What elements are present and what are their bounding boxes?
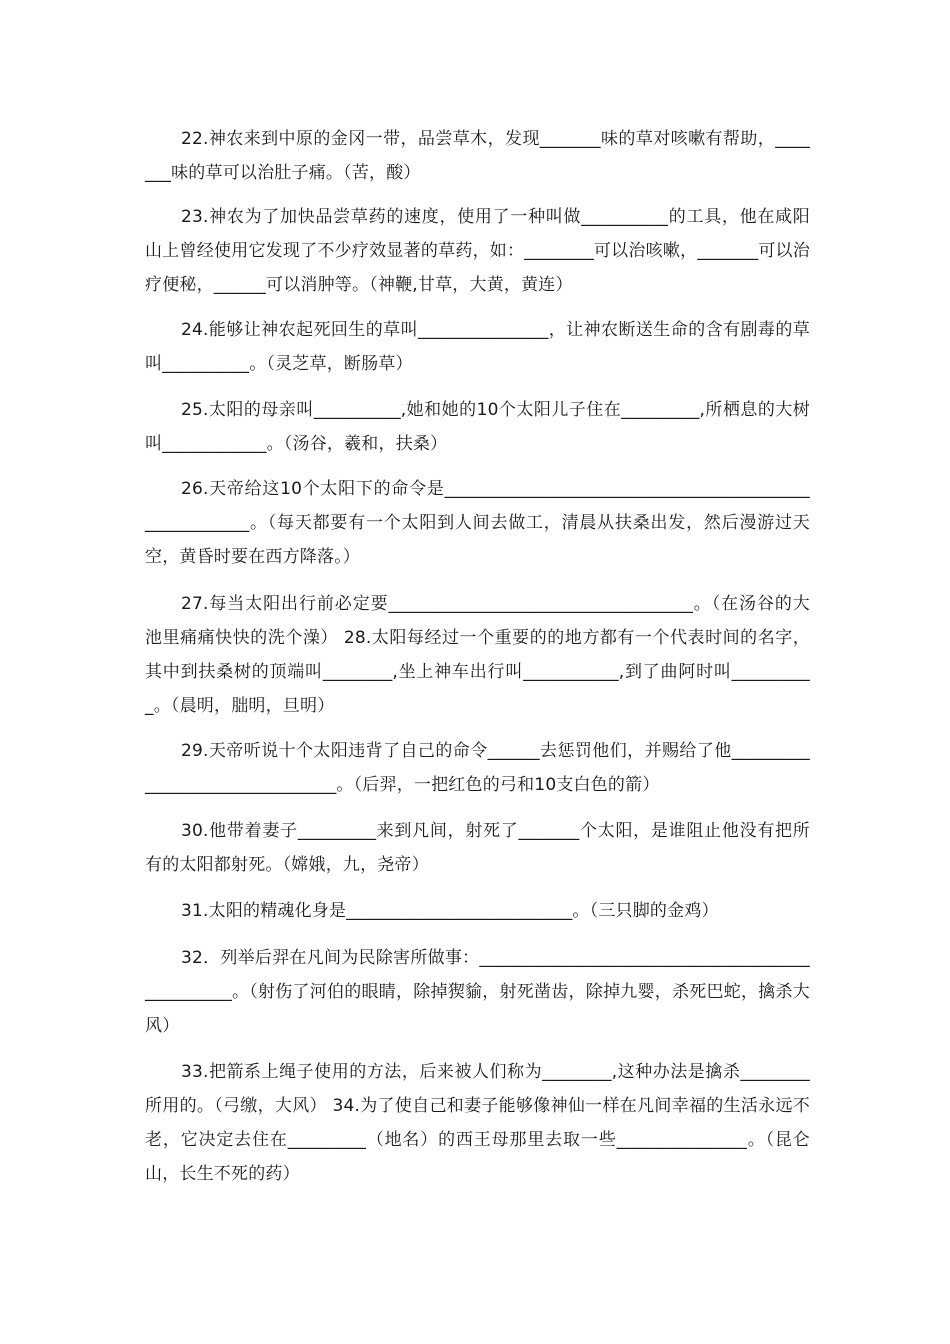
question-33-34: 33.把箭系上绳子使用的方法，后来被人们称为________,这种办法是擒杀________所用的。（弓缴，大风） 34.为了使自己和妻子能够像神仙一样在凡间幸福的生活永远不老，它决定去住在_________（地名）的西王母那里去取一些_______________。（昆仑山，长生不死的药）	[145, 1062, 810, 1184]
question-25: 25.太阳的母亲叫__________,她和她的10个太阳儿子住在_________,所栖息的大树叫____________。（汤谷，羲和，扶桑）	[145, 400, 810, 454]
question-30: 30.他带着妻子_________来到凡间，射死了_______个太阳，是谁阻止他没有把所有的太阳都射死。（嫦娥，九，尧帝）	[145, 821, 810, 875]
question-29: 29.天帝听说十个太阳违背了自己的命令______去惩罚他们，并赐给了他_______________________________。（后羿，一把红色的弓和10支白色的箭）	[145, 741, 810, 795]
question-26: 26.天帝给这10个太阳下的命令是______________________________________________________。（每天都要有一个太阳到人间去做工，清晨从扶桑出发，然后漫游过天空，黄昏时要在西方降落。）	[145, 479, 810, 567]
question-31: 31.太阳的精魂化身是__________________________。（三只脚的金鸡）	[181, 901, 719, 921]
question-32: 32．列举后羿在凡间为民除害所做事：________________________________________________。（射伤了河伯的眼睛，除掉猰貐，射死凿齿，除掉九婴，杀死巴蛇，擒杀大风）	[145, 948, 810, 1036]
question-23: 23.神农为了加快品尝草药的速度，使用了一种叫做__________的工具，他在咸阳山上曾经使用它发现了不少疗效显著的草药，如：________可以治咳嗽，_______可以治疗便秘，______可以消肿等。（神鞭,甘草，大黄，黄连）	[145, 207, 810, 295]
question-22: 22.神农来到中原的金冈一带，品尝草木，发现_______味的草对咳嗽有帮助，_______味的草可以治肚子痛。（苦，酸）	[145, 129, 810, 183]
question-27-28: 27.每当太阳出行前必定要___________________________________。（在汤谷的大池里痛痛快快的洗个澡） 28.太阳每经过一个重要的的地方都有一个代表时间的名字，其中到扶桑树的顶端叫________,坐上神车出行叫___________,到了曲阿时叫_________ _。（晨明，朏明，旦明）	[145, 594, 816, 716]
question-24: 24.能够让神农起死回生的草叫_______________，让神农断送生命的含有剧毒的草叫__________。（灵芝草，断肠草）	[145, 320, 810, 374]
